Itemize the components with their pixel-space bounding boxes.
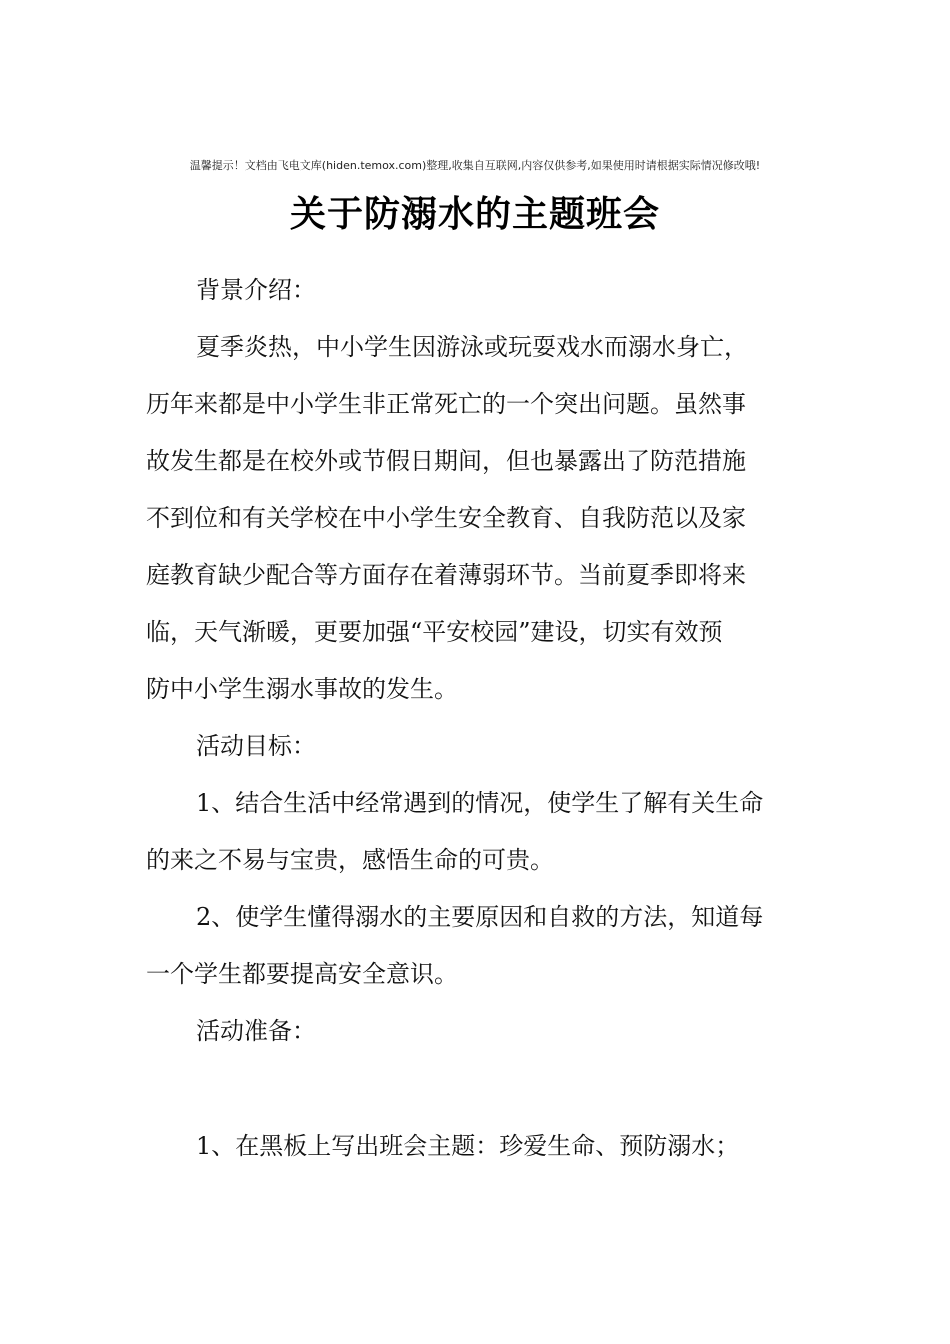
prep-item-1-text: 1、在黑板上写出班会主题：珍爱生命、预防溺水； (196, 1132, 740, 1160)
paragraph-line: 历年来都是中小学生非正常死亡的一个突出问题。虽然事 (146, 390, 746, 418)
background-heading-text: 背景介绍： (196, 276, 316, 304)
prep-heading (146, 1003, 806, 1060)
goals-heading (146, 718, 806, 775)
background-heading (146, 262, 806, 319)
prep-heading-text: 活动准备： (196, 1017, 316, 1045)
paragraph-line: 故发生都是在校外或节假日期间，但也暴露出了防范措施 (146, 447, 746, 475)
background-paragraph (146, 319, 806, 718)
paragraph-line: 1、结合生活中经常遇到的情况，使学生了解有关生命 (196, 789, 764, 817)
goals-heading-text: 活动目标： (196, 732, 316, 760)
paragraph-line: 夏季炎热，中小学生因游泳或玩耍戏水而溺水身亡， (196, 333, 748, 361)
paragraph-line: 防中小学生溺水事故的发生。 (146, 675, 458, 703)
header-notice: 温馨提示！文档由飞电文库(hiden.temox.com)整理,收集自互联网,内容仅供参考,如果使用时请根据实际情况修改哦! (189, 159, 761, 172)
prep-item-1 (146, 1118, 806, 1175)
document-title: 关于防溺水的主题班会 (289, 194, 660, 235)
goal-1-paragraph (146, 775, 806, 889)
goal-2-paragraph (146, 889, 806, 1003)
paragraph-line: 临，天气渐暖，更要加强“平安校园”建设，切实有效预 (146, 618, 723, 646)
paragraph-line: 不到位和有关学校在中小学生安全教育、自我防范以及家 (146, 504, 746, 532)
paragraph-line: 的来之不易与宝贵，感悟生命的可贵。 (146, 846, 554, 874)
paragraph-line: 庭教育缺少配合等方面存在着薄弱环节。当前夏季即将来 (146, 561, 746, 589)
paragraph-line: 2、使学生懂得溺水的主要原因和自救的方法，知道每 (196, 903, 764, 931)
paragraph-line: 一个学生都要提高安全意识。 (146, 960, 458, 988)
